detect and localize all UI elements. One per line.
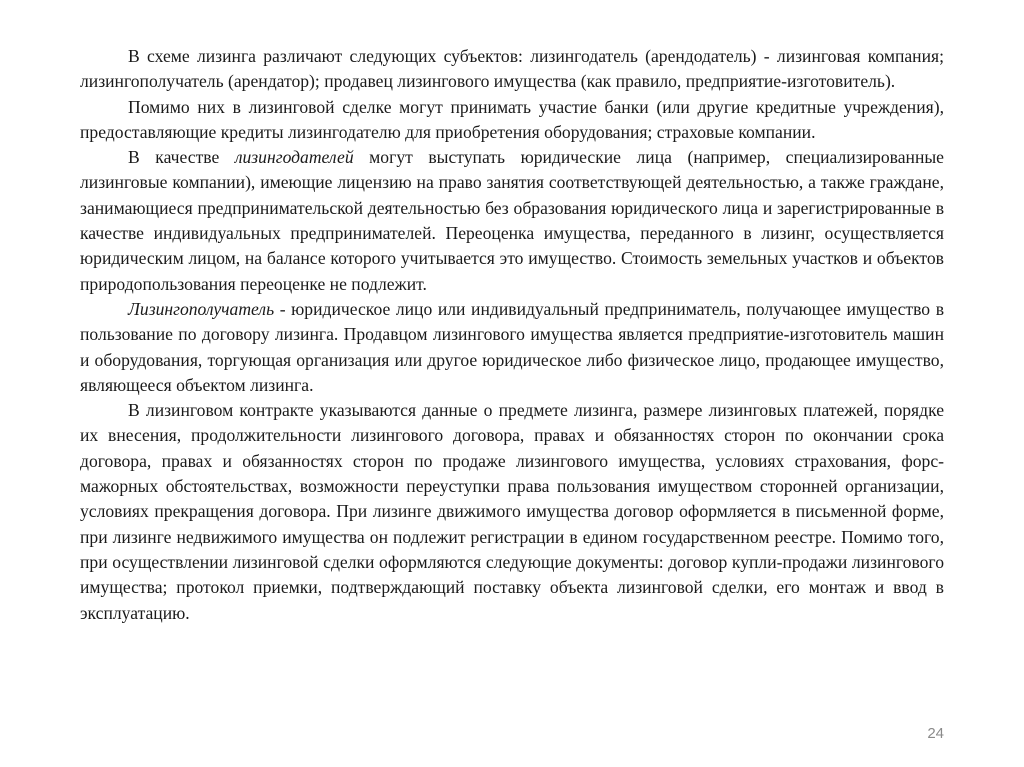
document-page <box>80 44 944 626</box>
paragraph-other-participants <box>80 95 944 146</box>
page-number: 24 <box>927 725 944 742</box>
emphasis-lessors-term: лизингодателей <box>234 147 354 168</box>
paragraph-text: В качестве <box>128 147 235 168</box>
paragraph-leasing-contract <box>80 398 944 626</box>
paragraph-lessor-subjects <box>80 44 944 95</box>
paragraph-text: В лизинговом контракте указываются данные о предмете лизинга, размере лизинговых платежей, порядке их внесения, продолжительности лизингового договора, правах и обязанностях сторон по окончании срока договора, правах и обязанностях сторон по продаже лизингового имущества, условиях страхования, форс-мажорных обстоятельствах, возможности переуступки права пользования имуществом сторонней организации, условиях прекращения договора. При лизинге движимого имущества договор оформляется в письменной форме, при лизинге недвижимого имущества он подлежит регистрации в едином государственном реестре. Помимо того, при осуществлении лизинговой сделки оформляются следующие документы: договор купли-продажи лизингового имущества; протокол приемки, подтверждающий поставку объекта лизинговой сделки, его монтаж и ввод в эксплуатацию. <box>80 400 944 623</box>
paragraph-text: В схеме лизинга различают следующих субъектов: лизингодатель (арендодатель) - лизинговая компания; лизингополучатель (арендатор); продавец лизингового имущества (как правило, предприятие-изготовитель). <box>80 46 944 92</box>
paragraph-text: - юридическое лицо или индивидуальный предприниматель, получающее имущество в пользование по договору лизинга. Продавцом лизингового имущества является предприятие-изготовитель машин и оборудования, торгующая организация или другое юридическое либо физическое лицо, продающее имущество, являющееся объектом лизинга. <box>80 298 944 395</box>
paragraph-lessors <box>80 145 944 297</box>
paragraph-lessee <box>80 297 944 398</box>
paragraph-text: могут выступать юридические лица (например, специализированные лизинговые компании), имеющие лицензию на право занятия соответствующей деятельностью, а также граждане, занимающиеся предпринимательской деятельностью без образования юридического лица и зарегистрированные в качестве индивидуальных предпринимателей. Переоценка имущества, переданного в лизинг, осуществляется юридическим лицом, на балансе которого учитывается это имущество. Стоимость земельных участков и объектов природопользования переоценке не подлежит. <box>80 147 944 294</box>
emphasis-lessee-term: Лизингополучатель <box>128 298 275 319</box>
paragraph-text: Помимо них в лизинговой сделке могут принимать участие банки (или другие кредитные учреждения), предоставляющие кредиты лизингодателю для приобретения оборудования; страховые компании. <box>80 96 944 142</box>
